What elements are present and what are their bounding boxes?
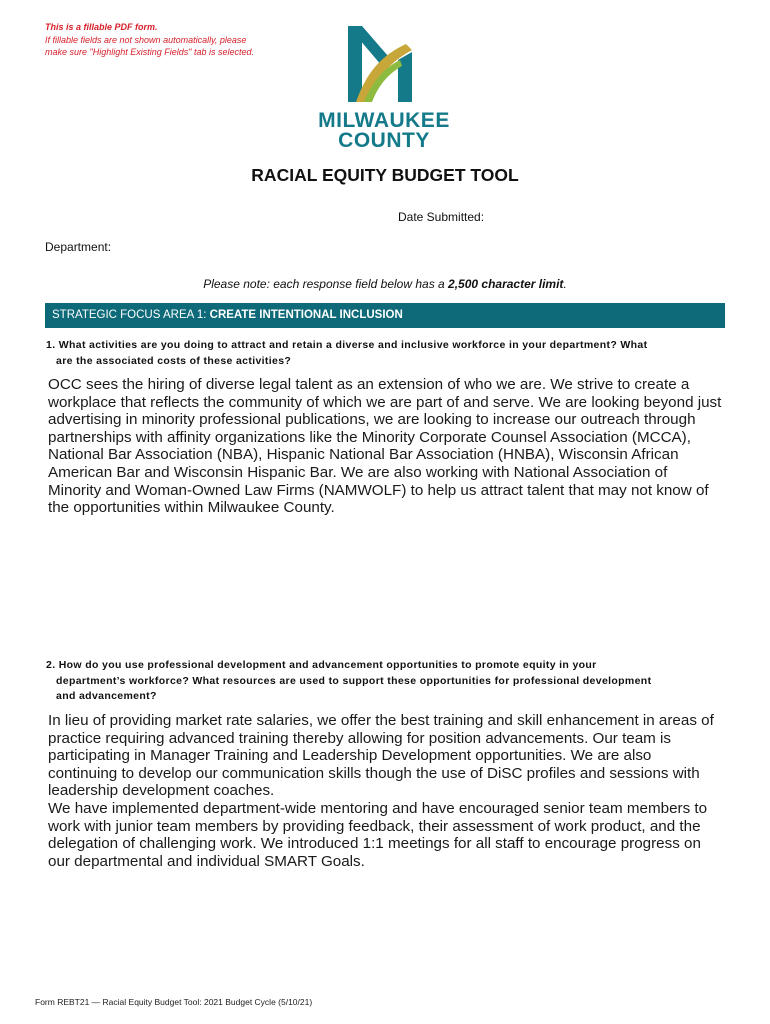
page-title: RACIAL EQUITY BUDGET TOOL	[251, 165, 519, 185]
question-1-line-2: are the associated costs of these activities?	[56, 354, 292, 367]
answer-1-field[interactable]: OCC sees the hiring of diverse legal talent as an extension of who we are. We strive to create a workplace that reflects the community of which we are part of and serve. We are looking beyond just advertising in minority professional publications, we are looking to increase our outreach through partnerships with affinity organizations like the Minority Corporate Counsel Association (MCCA), National Bar Association (NBA), Hispanic National Bar Association (HNBA), Wisconsin African American Bar and Wisconsin Hispanic Bar. We are also working with National Association of Minority and Woman-Owned Law Firms (NAMWOLF) to help us attract talent that may not know of the opportunities within Milwaukee County.	[48, 376, 722, 517]
question-2	[46, 658, 726, 705]
question-1	[46, 338, 726, 369]
logo-word-county: COUNTY	[338, 129, 430, 152]
department-label: Department:	[45, 240, 112, 254]
answer-2-field[interactable]: In lieu of providing market rate salaries, we offer the best training and skill enhancement in areas of practice requiring advanced training thereby allowing for position advancements. Our team is participating in Manager Training and Leadership Development opportunities. We are also continuing to develop our communication skills though the use of DiSC profiles and sessions with leadership development coaches. We have implemented department-wide mentoring and have encouraged senior team members to work with junior team members by providing feedback, their assessment of work product, and the delegation of challenging work. We introduced 1:1 meetings for all staff to encourage progress on our departmental and individual SMART Goals.	[48, 712, 714, 870]
section-label-prefix: STRATEGIC FOCUS AREA 1:	[52, 309, 210, 321]
notice-line-1: This is a fillable PDF form.	[45, 22, 158, 32]
notice-line-2: If fillable fields are not shown automatically, please	[45, 34, 247, 45]
question-2-line-1: 2. How do you use professional development and advancement opportunities to promote equity in your	[46, 659, 597, 671]
character-limit-note	[0, 277, 770, 291]
section-banner	[45, 303, 725, 328]
logo-wordmark	[308, 111, 460, 151]
logo-m-right-leg	[398, 52, 412, 102]
date-submitted-label: Date Submitted:	[398, 210, 485, 224]
note-limit: 2,500 character limit	[448, 277, 564, 291]
question-1-line-1: 1. What activities are you doing to attract and retain a diverse and inclusive workforce in your department? What	[46, 339, 648, 351]
notice-line-3: make sure "Highlight Existing Fields" tab is selected.	[45, 47, 254, 57]
logo-word-milwaukee: MILWAUKEE	[318, 109, 450, 132]
fillable-form-notice	[45, 21, 254, 59]
section-label-title: CREATE INTENTIONAL INCLUSION	[209, 309, 403, 321]
note-suffix: .	[563, 277, 567, 291]
note-prefix: Please note: each response field below has a	[203, 277, 449, 291]
question-2-line-2: department’s workforce? What resources are used to support these opportunities for professional development	[56, 674, 652, 687]
form-footer: Form REBT21 — Racial Equity Budget Tool: 2021 Budget Cycle (5/10/21)	[35, 997, 313, 1007]
question-2-line-3: and advancement?	[56, 690, 157, 702]
